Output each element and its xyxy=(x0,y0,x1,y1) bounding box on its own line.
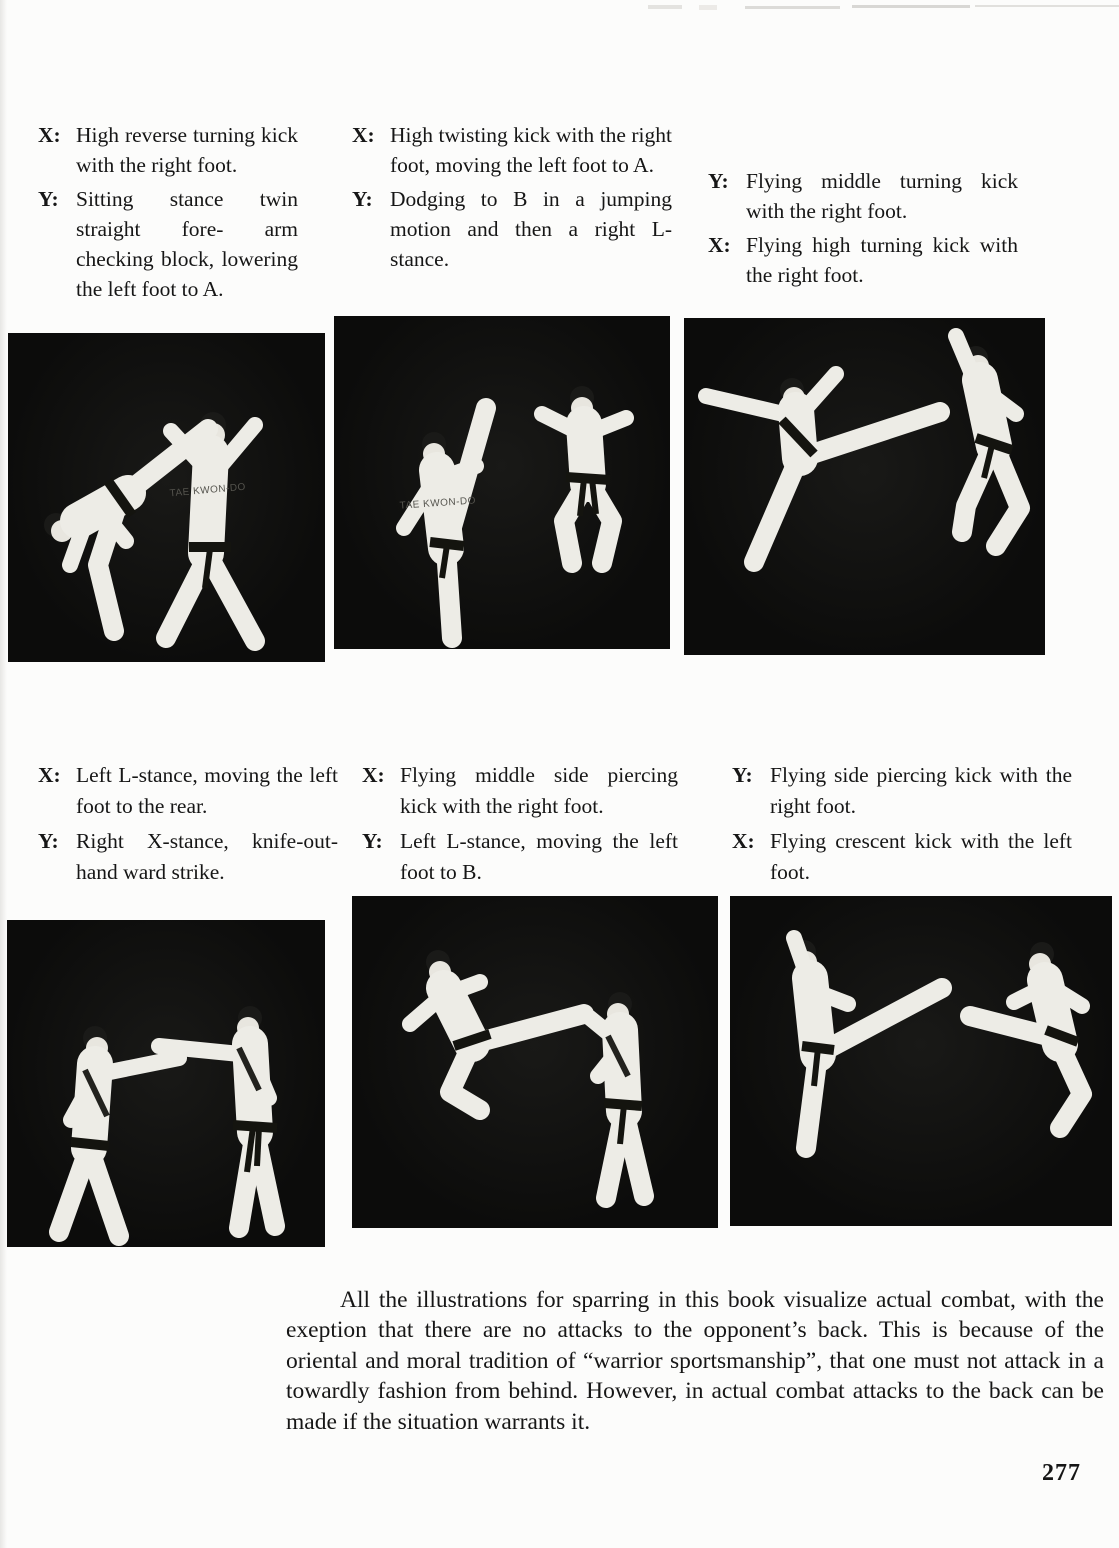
technique-column-3 xyxy=(732,760,1072,888)
fighter-x-guarding xyxy=(159,1006,277,1228)
technique-entry xyxy=(38,826,338,888)
sparring-photo-4-illustration xyxy=(7,920,325,1247)
technique-column-1 xyxy=(38,120,298,304)
entry-text: High twisting kick with the right foot, moving the left foot to A. xyxy=(390,123,672,177)
page-number: 277 xyxy=(1042,1460,1081,1486)
entry-label: Y: xyxy=(38,829,59,853)
technique-entry xyxy=(38,120,298,180)
fighter-y-striking xyxy=(59,1026,179,1236)
scan-dash xyxy=(648,5,682,9)
sparring-photo-6-illustration xyxy=(730,896,1112,1226)
entry-label: Y: xyxy=(352,187,373,211)
scan-edge-artifact xyxy=(0,0,7,1548)
entry-label: X: xyxy=(732,829,755,853)
entry-label: X: xyxy=(38,123,61,147)
sparring-note-paragraph: All the illustrations for sparring in this book visualize actual combat, with the exeption that there are no attacks to the opponent’s back. This is because of the oriental and moral tradition of “warrior sportsmanship”, that one must not attack in a towardly fashion from behind. However, in actual combat attacks to the back can be made if the situation warrants it. xyxy=(286,1286,1104,1435)
technique-entry xyxy=(352,120,672,180)
fighter-x-twisting-kick xyxy=(399,408,486,638)
entry-text: Dodging to B in a jumping motion and then a right L-stance. xyxy=(390,187,672,271)
entry-text: Sitting stance twin straight fore- arm checking block, lowering the left foot to A. xyxy=(76,187,298,301)
entry-label: X: xyxy=(362,763,385,787)
technique-entry xyxy=(38,184,298,304)
entry-label: X: xyxy=(352,123,375,147)
scan-dash xyxy=(852,5,970,8)
sparring-photo-2-illustration xyxy=(334,316,670,649)
entry-text: High reverse turning kick with the right foot. xyxy=(76,123,298,177)
entry-label: Y: xyxy=(732,763,753,787)
technique-column-1 xyxy=(38,760,338,888)
technique-entry xyxy=(732,826,1072,888)
sparring-photo-6 xyxy=(730,896,1112,1226)
entry-label: Y: xyxy=(38,187,59,211)
fighter-x-crescent-kick xyxy=(970,942,1082,1128)
fighter-y-jumping xyxy=(542,386,626,563)
scan-dash xyxy=(975,5,1119,7)
sparring-photo-5 xyxy=(352,896,718,1228)
technique-entry xyxy=(732,760,1072,822)
uniform-back-text: TAE KWON-DO xyxy=(399,495,477,512)
technique-entry xyxy=(362,760,678,822)
sparring-photo-1 xyxy=(8,333,325,662)
fighter-y-flying-kick xyxy=(706,374,940,562)
technique-column-3 xyxy=(708,166,1018,290)
fighter-x-flying-side-kick xyxy=(410,950,584,1110)
technique-column-2 xyxy=(362,760,678,888)
entry-text: Left L-stance, moving the left foot to B. xyxy=(400,829,678,884)
entry-label: X: xyxy=(38,763,61,787)
entry-text: Left L-stance, moving the left foot to the rear. xyxy=(76,763,338,818)
technique-entry xyxy=(352,184,672,274)
uniform-back-text: TAE KWON-DO xyxy=(169,481,247,500)
scan-dash xyxy=(745,6,840,9)
scan-dash xyxy=(699,5,717,10)
entry-text: Flying middle turning kick with the right foot. xyxy=(746,169,1018,223)
entry-text: Flying high turning kick with the right foot. xyxy=(746,233,1018,287)
technique-entry xyxy=(362,826,678,888)
technique-entry xyxy=(38,760,338,822)
sparring-photo-4 xyxy=(7,920,325,1247)
technique-column-2 xyxy=(352,120,672,274)
entry-text: Flying middle side piercing kick with the right foot. xyxy=(400,763,678,818)
sparring-photo-5-illustration xyxy=(352,896,718,1228)
technique-entry xyxy=(708,166,1018,226)
entry-text: Flying crescent kick with the left foot. xyxy=(770,829,1072,884)
entry-label: X: xyxy=(708,233,731,257)
sparring-photo-3 xyxy=(684,318,1045,655)
fighter-y-high-kick xyxy=(792,938,942,1148)
sparring-photo-1-illustration xyxy=(8,333,325,662)
entry-text: Flying side piercing kick with the right foot. xyxy=(770,763,1072,818)
fighter-x-flying-kick xyxy=(956,336,1020,546)
entry-label: Y: xyxy=(708,169,729,193)
sparring-photo-2 xyxy=(334,316,670,649)
sparring-photo-3-illustration xyxy=(684,318,1045,655)
technique-entry xyxy=(708,230,1018,290)
entry-text: Right X-stance, knife-out-hand ward strike. xyxy=(76,829,338,884)
entry-label: Y: xyxy=(362,829,383,853)
fighter-y-guarding xyxy=(590,992,644,1198)
